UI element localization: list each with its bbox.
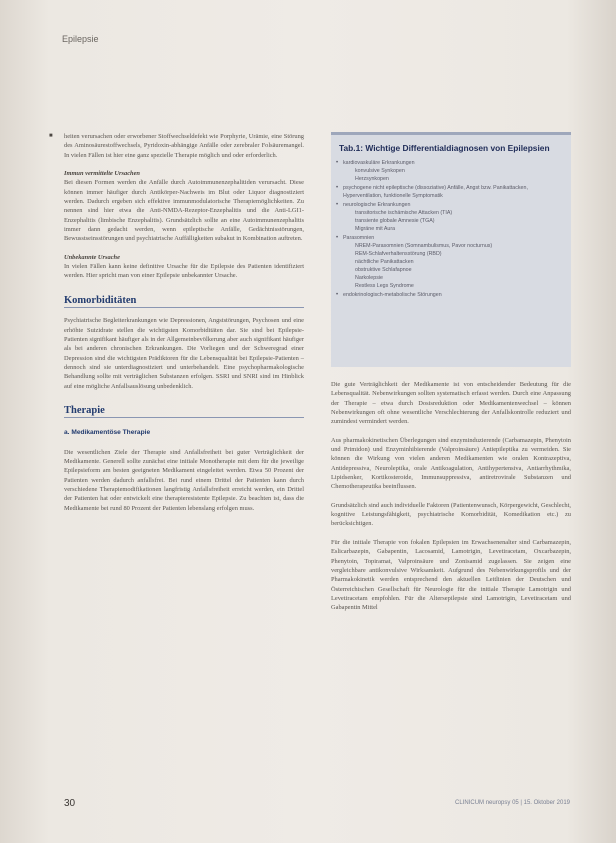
table-list xyxy=(331,159,571,299)
drug-therapy-text: Die wesentlichen Ziele der Therapie sind Anfallsfreiheit bei guter Verträglichkeit der Medikamente. Generell sollte zunächst eine initiale Monotherapie mit dem für die jeweilige Epilepsieform am besten geeigneten Medikament eingeleitet werden. Etwa 50 Prozent der Patienten werden dadurch anfallsfrei. Bei rund einem Drittel der Patienten kann durch verschiedene Therapiemodifikationen langfristig Anfallsfreiheit erreicht werden, ein Drittel der Patienten hat oder entwickelt eine therapieresistente Epilepsie. Zu beachten ist, dass die Medikamente bei rund 80 Prozent der Patienten lebenslang erfolgen muss. xyxy=(64,448,304,512)
table-item-main: kardiovaskuläre Erkrankungen xyxy=(343,160,415,166)
table-subitem: Restless Legs Syndrome xyxy=(355,283,414,289)
table-subitem: nächtliche Panikattacken xyxy=(355,259,414,265)
immune-causes-text: Bei diesen Formen werden die Anfälle durch Autoimmunenzephalitiden verursacht. Diese können immer häufiger durch Antikörper-Nachweis im Blut oder Liquor diagnostiziert werden. Dadurch ergeben sich effektive immunmodulatorische Therapiemöglichkeiten. Zu nennen sind hier etwa die Anti-NMDA-Rezeptor-Enzephalitis und die Anti-LGI1-Enzephalitis (limbische Enzephalitis). Grundsätzlich sollte an eine Autoimmunenzephalitis immer dann gedacht werden, wenn epileptische Anfälle, Gedächtnisstörungen, Bewusstseinsstörungen und psychiatrische Auffälligkeiten subakut in Kombination auftreten. xyxy=(64,179,304,243)
right-paragraph-2: Aus pharmakokinetischen Überlegungen sind enzyminduzierende (Carbamazepin, Phenytoin und Primidon) und Enzyminhibierende (Valproinsäure) Antiepileptika zu vermeiden. Sie können die Wirkung von vielen anderen Medikamenten wie oralen Kontrazeptiva, Antidepressiva, Neuroleptika, orale Antikoagulation, Antihypertensiva, Antiarrhythmika, Lipidsenker, Kortikosteroide, Immunsuppressiva, antiretrovirale Substanzen und Chemotherapeutika beeinflussen. xyxy=(331,436,571,491)
left-column xyxy=(64,132,304,522)
table-subitem: Migräne mit Aura xyxy=(355,226,396,232)
page-number: 30 xyxy=(64,798,76,809)
drug-therapy-title: a. Medikamentöse Therapie xyxy=(64,429,151,437)
therapy-title: Therapie xyxy=(64,406,304,418)
comorbidities-title: Komorbiditäten xyxy=(64,296,304,308)
right-paragraph-4: Für die initiale Therapie von fokalen Epilepsien im Erwachsenenalter sind Carbamazepin, Eslicarbazepin, Gabapentin, Lacosamid, Lamotrigin, Levetiracetam, Oxcarbazepin, Phenytoin, Topiramat, Valproinsäure und Zonisamid zugelassen. Sie zeigen eine vergleichbare antikonvulsive Wirksamkeit. Aufgrund des Nebenwirkungsprofils und der Pharmakokinetik werden entsprechend den aktuellen Leitlinien der Deutschen und Österreichischen Gesellschaft für Neurologie für die initiale Therapie Lamotrigin und Levetiracetam empfohlen. Für die Altersepilepsie sind Lamotrigin, Levetiracetam und Gabapentin Mittel xyxy=(331,538,571,612)
journal-info: CLINICUM neuropsy 05 | 15. Oktober 2019 xyxy=(455,800,570,806)
right-paragraph-3: Grundsätzlich sind auch individuelle Faktoren (Patientenwunsch, Körpergewicht, Geschlecht, kognitive Leistungsfähigkeit, psychiatrische Komorbidität, Komedikation etc.) zu berücksichtigen. xyxy=(331,501,571,528)
table-item-main: neurologische Erkrankungen xyxy=(343,202,411,208)
table-item xyxy=(343,201,563,233)
table-subitem: Herzsynkopen xyxy=(355,176,389,182)
table-item xyxy=(343,184,563,200)
table-item xyxy=(343,159,563,183)
intro-paragraph: ■ heiten verursachen oder erworbener Stoffwechseldefekt wie Porphyrie, Urämie, eine Störung des Aminosäurestoffwechsels, Pyridoxin-abhängige Anfälle oder zerebraler Folsäuremangel. In vielen Fällen ist hier eine ganz spezielle Therapie möglich und oder erforderlich. xyxy=(64,132,304,160)
table-item xyxy=(343,234,563,290)
unknown-cause-text: In vielen Fällen kann keine definitive Ursache für die Epilepsie des Patienten identifiziert werden. Hier spricht man von einer Epilepsie unbekannter Ursache. xyxy=(64,263,304,280)
comorbidities-text: Psychiatrische Begleiterkrankungen wie Depressionen, Angststörungen, Psychosen und eine erhöhte Suizidrate stellen die wichtigsten Komorbiditäten dar. Sie sind bei Epilepsie-Patienten signifikant häufiger als in der Allgemeinbevölkerung aber auch signifikant häufiger als bei anderen chronischen Erkrankungen. Die Vorliegen und der Schweregrad einer Depression sind die wichtigsten Prädiktoren für die Lebensqualität bei Epilepsie-Patienten – dennoch sind sie unterdiagnostiziert und unterbehandelt. Eine psychopharmakologische Behandlung sollte mit verträglichen Substanzen erfolgen. SSRI und SNRI sind im Hinblick auf eine mögliche Anfallsauslösung unbedenklich. xyxy=(64,317,304,390)
table-subitem: transitorische ischämische Attacken (TIA) xyxy=(355,210,453,216)
table-subitem: obstruktive Schlafapnoe xyxy=(355,267,412,273)
table-title: Tab.1: Wichtige Differentialdiagnosen von Epilepsien xyxy=(339,143,550,153)
table-subitem: REM-Schlafverhaltensstörung (RBD) xyxy=(355,251,442,257)
table-subitem: Narkolepsie xyxy=(355,275,383,281)
table-subitem: konvulsive Synkopen xyxy=(355,168,405,174)
table-subitem: transiente globale Amnesie (TGA) xyxy=(355,218,435,224)
running-header: Epilepsie xyxy=(62,34,99,44)
table-item-main: endokrinologisch-metabolische Störungen xyxy=(343,292,442,298)
differential-diagnoses-table xyxy=(331,132,571,367)
table-item-main: psychogene nicht epileptische (dissoziative) Anfälle, Angst bzw. Panikattacken, Hyperventilation, funktionelle Symptomatik xyxy=(343,185,528,199)
table-item xyxy=(343,291,563,299)
table-subitem: NREM-Parasomnien (Somnambulismus, Pavor nocturnus) xyxy=(355,243,493,249)
right-column xyxy=(331,380,571,622)
right-paragraph-1: Die gute Verträglichkeit der Medikamente ist von entscheidender Bedeutung für die Lebensqualität. Nebenwirkungen sollten systematisch erfasst werden. Durch eine Anpassung der Therapie – etwa durch Dosisreduktion oder Medikamentenwechsel – können Nebenwirkungen oft ohne wesentliche Verschlechterung der Anfallskontrolle reduziert und zumindest vermindert werden. xyxy=(331,381,571,426)
immune-causes-heading: Immun vermittelte Ursachen xyxy=(64,170,140,178)
unknown-cause-heading: Unbekannte Ursache xyxy=(64,253,120,261)
table-item-main: Parasomnien xyxy=(343,235,375,241)
